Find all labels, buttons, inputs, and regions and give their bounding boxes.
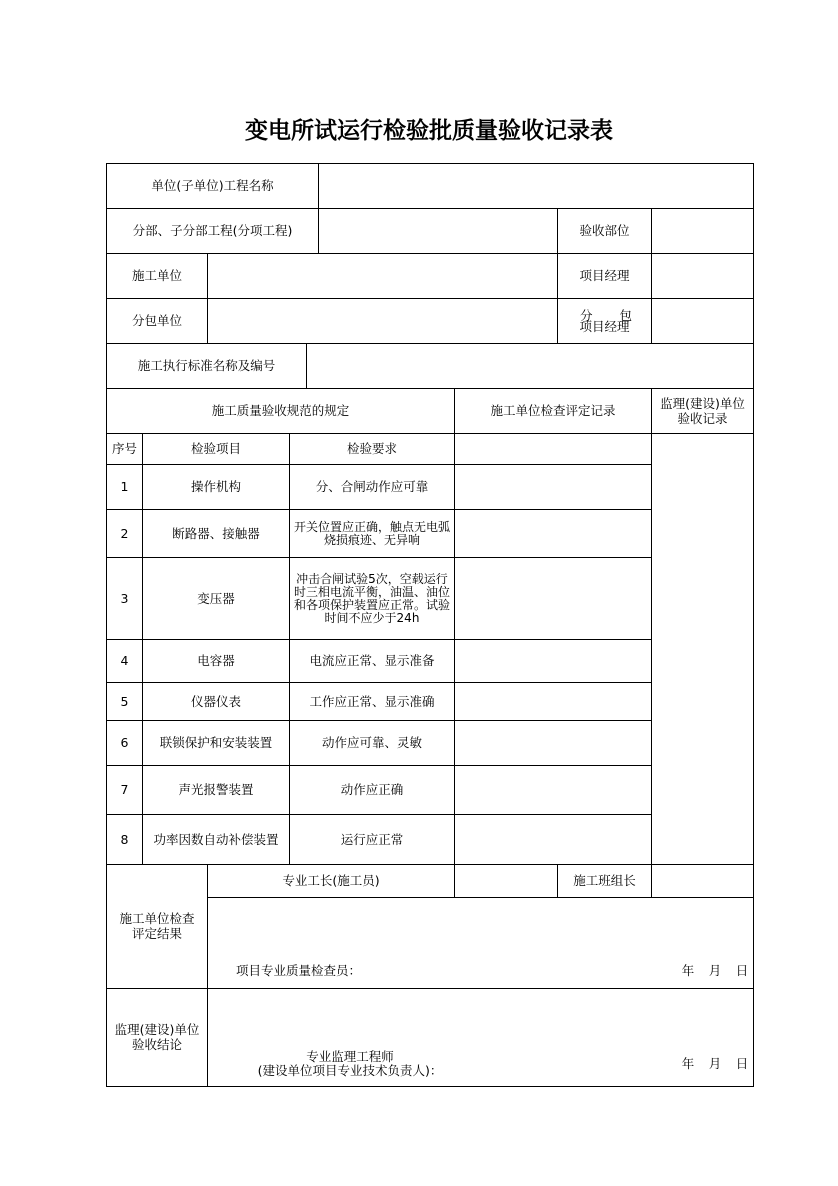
row-no: 7 bbox=[120, 782, 129, 797]
row-item: 联锁保护和安装装置 bbox=[159, 735, 273, 750]
foreman-label: 专业工长(施工员) bbox=[282, 873, 380, 888]
row-item: 仪器仪表 bbox=[190, 693, 241, 709]
row-requirement: 电流应正常、显示准备 bbox=[309, 653, 435, 668]
date-year: 年 bbox=[681, 1056, 695, 1071]
col-no-header: 序号 bbox=[111, 441, 137, 456]
engineer-label-1: 专业监理工程师 bbox=[306, 1048, 394, 1064]
row-item: 变压器 bbox=[197, 590, 235, 606]
supervisor-record-header-1: 监理(建设)单位 bbox=[660, 395, 745, 411]
col-item-header: 检验项目 bbox=[190, 441, 241, 456]
grid-line bbox=[207, 897, 754, 898]
supervisor-record-header-2: 验收记录 bbox=[677, 410, 728, 426]
supervisor-conclusion-label-2: 验收结论 bbox=[131, 1036, 182, 1052]
row-requirement: 动作应可靠、灵敏 bbox=[321, 735, 422, 750]
row-item: 功率因数自动补偿装置 bbox=[153, 831, 279, 847]
contractor-record-header: 施工单位检查评定记录 bbox=[490, 403, 616, 418]
date-month: 月 bbox=[708, 1056, 722, 1071]
date-day: 日 bbox=[735, 963, 749, 978]
page-title: 变电所试运行检验批质量验收记录表 bbox=[245, 117, 613, 144]
grid-line bbox=[318, 163, 319, 253]
row-item: 声光报警装置 bbox=[178, 782, 254, 797]
grid-line bbox=[106, 988, 754, 989]
project-name-label: 单位(子单位)工程名称 bbox=[151, 178, 274, 193]
row-requirement: 开关位置应正确，触点无电弧烧损痕迹、无异响 bbox=[293, 519, 450, 547]
row-no: 6 bbox=[120, 735, 129, 750]
row-no: 3 bbox=[120, 590, 129, 606]
row-no: 2 bbox=[120, 525, 129, 541]
row-requirement: 工作应正常、显示准确 bbox=[309, 693, 435, 709]
row-no: 4 bbox=[120, 653, 129, 668]
grid-line bbox=[207, 253, 208, 343]
grid-line bbox=[306, 343, 307, 388]
row-no: 8 bbox=[120, 831, 129, 847]
acceptance-part-label: 验收部位 bbox=[579, 223, 630, 238]
grid-line bbox=[753, 163, 754, 1087]
row-requirement: 分、合闸动作应可靠 bbox=[315, 479, 429, 494]
row-item: 电容器 bbox=[197, 653, 235, 668]
date-day: 日 bbox=[735, 1056, 749, 1071]
date-month: 月 bbox=[708, 963, 722, 978]
project-manager-label: 项目经理 bbox=[579, 268, 630, 283]
supervisor-conclusion-label-1: 监理(建设)单位 bbox=[114, 1021, 200, 1037]
standard-label: 施工执行标准名称及编号 bbox=[137, 358, 276, 373]
col-requirement-header: 检验要求 bbox=[346, 441, 397, 456]
row-requirement: 运行应正常 bbox=[340, 831, 404, 847]
grid-line bbox=[651, 388, 652, 864]
row-item: 操作机构 bbox=[190, 479, 241, 494]
grid-line bbox=[207, 864, 208, 1086]
row-item: 断路器、接触器 bbox=[172, 525, 260, 541]
sub-manager-label-1: 分 bbox=[580, 308, 593, 323]
row-requirement: 动作应正确 bbox=[340, 782, 404, 797]
sub-manager-label-2: 包 bbox=[619, 308, 632, 323]
contractor-result-label-2: 评定结果 bbox=[131, 925, 182, 941]
grid-line bbox=[106, 1086, 754, 1087]
spec-header: 施工质量验收规范的规定 bbox=[211, 403, 350, 418]
engineer-label-2: (建设单位项目专业技术负责人)： bbox=[257, 1062, 443, 1078]
grid-line bbox=[454, 864, 455, 897]
grid-line bbox=[651, 864, 652, 897]
grid-line bbox=[651, 208, 652, 343]
row-no: 1 bbox=[120, 479, 129, 494]
team-leader-label: 施工班组长 bbox=[573, 873, 636, 888]
sub-project-label: 分部、子分部工程(分项工程) bbox=[132, 223, 293, 238]
row-no: 5 bbox=[120, 693, 129, 709]
subcontractor-label: 分包单位 bbox=[131, 313, 182, 328]
inspector-label: 项目专业质量检查员： bbox=[236, 963, 362, 978]
sub-manager-label-3: 项目经理 bbox=[579, 319, 630, 334]
row-requirement: 冲击合闸试验5次，空载运行时三相电流平衡，油温、油位和各项保护装置应正常。试验时间不应少于24h bbox=[293, 571, 450, 625]
date-year: 年 bbox=[681, 963, 695, 978]
grid-line bbox=[454, 388, 455, 864]
contractor-label: 施工单位 bbox=[131, 268, 182, 283]
contractor-result-label-1: 施工单位检查 bbox=[119, 910, 195, 926]
